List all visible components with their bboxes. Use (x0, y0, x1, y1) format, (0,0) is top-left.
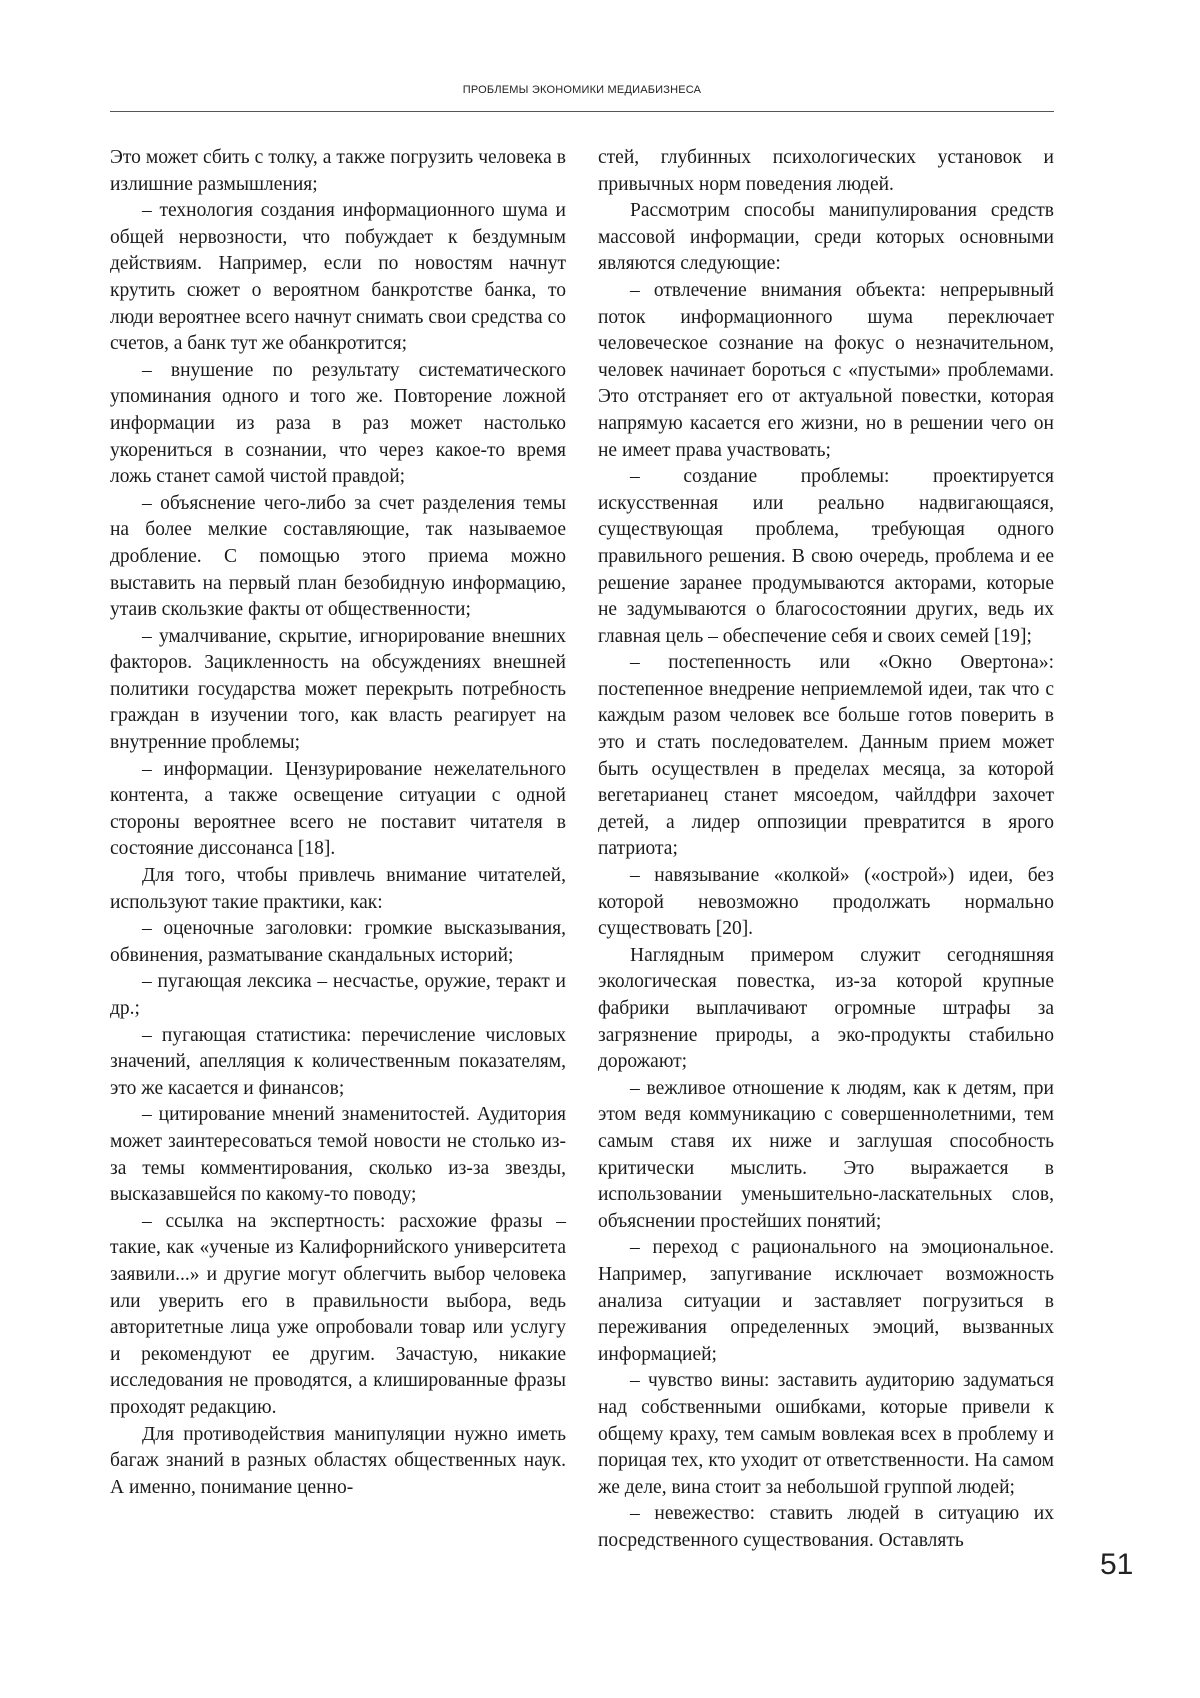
paragraph: – невежество: ставить людей в ситуацию их посредственного существования. Оставлять (598, 1503, 1054, 1551)
paragraph: – объяснение чего-либо за счет разделения темы на более мелкие составляющие, так называемое дробление. С помощью этого приема можно выставить на первый план безобидную информацию, утаив скользкие факты от общественности; (110, 492, 566, 621)
right-column (598, 145, 1054, 1554)
paragraph: – пугающая лексика – несчастье, оружие, теракт и др.; (110, 971, 566, 1019)
paragraph: – вежливое отношение к людям, как к детям, при этом ведя коммуникацию с совершеннолетними, тем самым ставя их ниже и заглушая способность критически мыслить. Это выражается в использовании уменьшительно-ласкательных слов, объяснении простейших понятий; (598, 1077, 1054, 1232)
paragraph: – навязывание «колкой» («острой») идеи, без которой невозможно продолжать нормально существовать [20]. (598, 865, 1054, 940)
paragraph: – цитирование мнений знаменитостей. Аудитория может заинтересоваться темой новости не столько из-за темы комментирования, сколько из-за звезды, высказавшейся по какому-то поводу; (110, 1104, 566, 1206)
page-number: 51 (1100, 1548, 1134, 1581)
paragraph: – умалчивание, скрытие, игнорирование внешних факторов. Зацикленность на обсуждениях внешней политики государства может перекрыть потребность граждан в изучении того, как власть реагирует на внутренние проблемы; (110, 625, 566, 754)
paragraph: – технология создания информационного шума и общей нервозности, что побуждает к бездумным действиям. Например, если по новостям начнут крутить сюжет о вероятном банкротстве банка, то люди вероятнее всего начнут снимать свои средства со счетов, а банк тут же обанкротится; (110, 200, 566, 355)
paragraph: Для противодействия манипуляции нужно иметь багаж знаний в разных областях общественных наук. А именно, понимание ценно- (110, 1423, 566, 1498)
paragraph: – пугающая статистика: перечисление числовых значений, апелляция к количественным показателям, это же касается и финансов; (110, 1024, 566, 1099)
paragraph: стей, глубинных психологических установок и привычных норм поведения людей. (598, 147, 1054, 195)
paragraph: Это может сбить с толку, а также погрузить человека в излишние размышления; (110, 147, 566, 195)
paragraph: Для того, чтобы привлечь внимание читателей, используют такие практики, как: (110, 865, 566, 913)
paragraph: – информации. Цензурирование нежелательного контента, а также освещение ситуации с одной стороны вероятнее всего не поставит читателя в состояние диссонанса [18]. (110, 758, 566, 860)
header-rule (110, 111, 1054, 112)
paragraph: – оценочные заголовки: громкие высказывания, обвинения, разматывание скандальных историй; (110, 918, 566, 966)
paragraph: – постепенность или «Окно Овертона»: постепенное внедрение неприемлемой идеи, так что с каждым разом человек все больше готов поверить в это и стать последователем. Данным прием может быть осуществлен в пределах месяца, за которой вегетарианец станет мясоедом, чайлдфри захочет детей, а лидер оппозиции превратится в ярого патриота; (598, 652, 1054, 860)
paragraph: – переход с рационального на эмоциональное. Например, запугивание исключает возможность анализа ситуации и заставляет погрузиться в переживания определенных эмоций, вызванных информацией; (598, 1237, 1054, 1365)
paragraph: Наглядным примером служит сегодняшняя экологическая повестка, из-за которой крупные фабрики выплачивают огромные штрафы за загрязнение природы, а эко-продукты стабильно дорожают; (598, 944, 1054, 1073)
paragraph: – отвлечение внимания объекта: непрерывный поток информационного шума переключает человеческое сознание на фокус о незначительном, человек начинает бороться с «пустыми» проблемами. Это отстраняет его от актуальной повестки, которая напрямую касается его жизни, но в решении чего он не имеет права участвовать; (598, 279, 1054, 461)
left-column (110, 145, 566, 1501)
paragraph: – чувство вины: заставить аудиторию задуматься над собственными ошибками, которые привели к общему краху, тем самым вовлекая всех в проблему и порицая тех, кто уходит от ответственности. На самом же деле, вина стоит за небольшой группой людей; (598, 1370, 1054, 1498)
running-header: ПРОБЛЕМЫ ЭКОНОМИКИ МЕДИАБИЗНЕСА (462, 84, 702, 96)
paragraph: – ссылка на экспертность: расхожие фразы – такие, как «ученые из Калифорнийского университета заявили...» и другие могут облегчить выбор человека или уверить его в правильности выбора, ведь авторитетные лица уже опробовали товар или услугу и рекомендуют ее другим. Зачастую, никакие исследования не проводятся, а клишированные фразы проходят редакцию. (110, 1210, 566, 1418)
paragraph: – создание проблемы: проектируется искусственная или реально надвигающаяся, существующая проблема, требующая одного правильного решения. В свою очередь, проблема и ее решение заранее продумываются акторами, которые не задумываются о благосостоянии других, ведь их главная цель – обеспечение себя и своих семей [19]; (598, 466, 1054, 647)
paragraph: Рассмотрим способы манипулирования средств массовой информации, среди которых основными являются следующие: (598, 200, 1054, 275)
paragraph: – внушение по результату систематического упоминания одного и того же. Повторение ложной информации из раза в раз может настолько укорениться в сознании, что через какое-то время ложь станет самой чистой правдой; (110, 359, 566, 488)
